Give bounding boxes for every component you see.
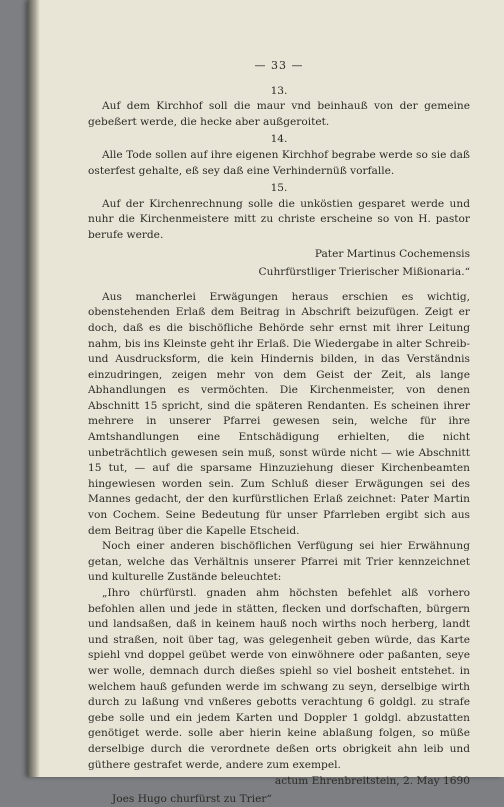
book-gutter xyxy=(28,0,40,777)
page-content xyxy=(88,58,470,807)
body-paragraph: Aus mancherlei Erwägungen heraus erschien es wichtig, obenstehenden Erlaß dem Beitrag in Abschrift beizufügen. Zeigt er doch, daß es die bischöfliche Behörde sehr ernst mit ihrer Leitung nahm, bis ins Kleinste geht ihr Erlaß. Die Wiedergabe in alter Schreib- und Ausdrucksform, die kein Hindernis bilden, in das Verständnis einzudringen, zeigen mehr von dem Geist der Zeit, als lange Abhandlungen es vermöchten. Die Kirchenmeister, von denen Abschnitt 15 spricht, sind die späteren Rendanten. Es scheinen ihrer mehrere in unserer Pfarrei gewesen sein, welche für ihre Amtshandlungen eine Entschädigung erhielten, die nicht unbeträchtlich gewesen sein muß, sonst würde nicht — wie Abschnitt 15 tut, — auf die sparsame Hinzuziehung dieser Kirchenbeamten hingewiesen worden sein. Zum Schluß dieser Erwägungen sei des Mannes gedacht, der den kurfürstlichen Erlaß zeichnet: Pater Martin von Cochem. Seine Bedeutung für unser Pfarrleben ergibt sich aus dem Beitrag über die Kapelle Etscheid. xyxy=(88,290,470,537)
body-paragraph: Noch einer anderen bischöflichen Verfügung sei hier Erwähnung getan, welche das Verhältnis unserer Pfarrei mit Trier kennzeichnet und kulturelle Zustände beleuchtet: xyxy=(88,540,470,584)
section-text: Alle Tode sollen auf ihre eigenen Kirchhof begrabe werde so sie daß osterfest gehalte, eß sey daß eine Verhindernüß vorfalle. xyxy=(88,148,470,177)
signature-name: Pater Martinus Cochemensis xyxy=(314,247,470,260)
section-text: Auf dem Kirchhof soll die maur vnd beinhauß von der gemeine gebeßert werde, die hecke aber außgeroitet. xyxy=(88,100,470,128)
page-number: — 33 — xyxy=(254,59,304,72)
quoted-decree: „Ihro chürfürstl. gnaden ahm höchsten befehlet alß vorhero befohlen allen und jede in stätten, flecken und dorfschaften, bürgern und landsaßen, daß in keinem hauß noch wirths noch herberg, landt und straßen, noit über tag, was gelegenheit geben würde, das Karte spiehl vnd doppel geübet werde von einwöhnere oder paßanten, seye wer wolle, demnach durch dießes spiehl so viel bosheit entstehet. in welchem hauß gefunden werde im schwang zu seyn, derselbige wirth durch zu laßung vnd vnßeres gebotts verachtung 6 goldgl. zu strafe gebe solle und ein jedem Karten und Doppler 1 goldgl. abzustatten genötiget werde. solle aber hierin keine ablaßung folgen, so müße derselbige durch die verordnete deßen orts obrigkeit ahn leib und güthere gestrafet werde, andere zum exempel. xyxy=(88,587,470,771)
signature-title: Cuhrfürstliger Trierischer Mißionaria.“ xyxy=(258,266,470,279)
section-text: Auf der Kirchenrechnung solle die unköstien gesparet werde und nuhr die Kirchenmeistere mitt zu christe erscheine so von H. pastor berufe werde. xyxy=(88,197,470,241)
decree-date: actum Ehrenbreitstein, 2. May 1690 xyxy=(274,775,470,788)
section-number: 15. xyxy=(270,182,288,195)
book-page xyxy=(28,0,504,805)
section-number: 13. xyxy=(270,84,288,97)
section-number: 14. xyxy=(270,133,288,146)
decree-signature: Joes Hugo churfürst zu Trier“ xyxy=(112,792,272,805)
